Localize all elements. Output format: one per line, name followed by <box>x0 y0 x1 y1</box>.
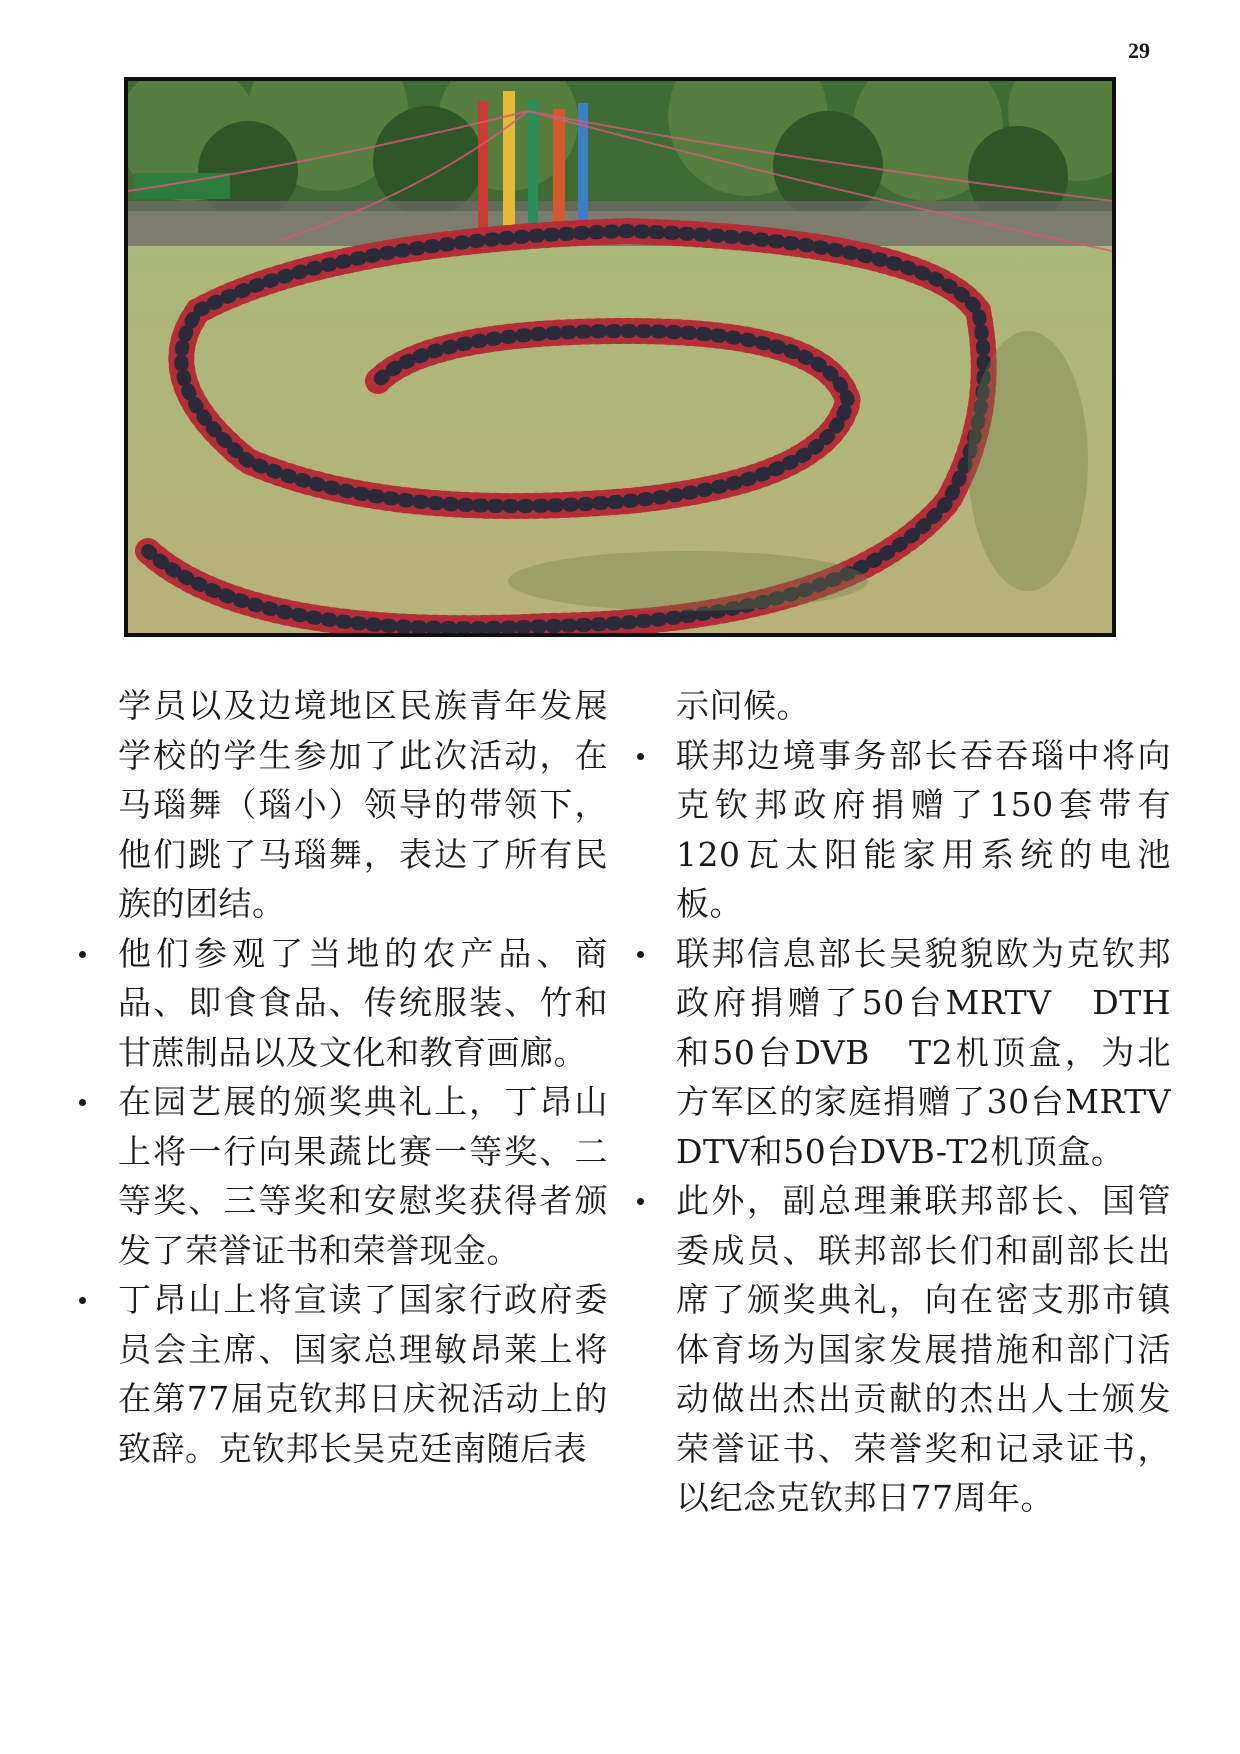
bullet-icon <box>79 951 86 958</box>
list-item <box>118 929 608 1078</box>
right-bullet-list <box>676 731 1205 1523</box>
bullet-icon <box>637 1198 644 1205</box>
list-item <box>118 1077 608 1275</box>
list-item <box>676 731 1171 929</box>
left-column <box>118 681 608 1473</box>
list-item-text: 联邦边境事务部长吞吞瑙中将向克钦邦政府捐赠了150套带有120瓦太阳能家用系统的电池板。 <box>676 735 1171 923</box>
list-item <box>118 1275 608 1473</box>
bullet-icon <box>79 1099 86 1106</box>
page-number: 29 <box>1128 38 1150 63</box>
bullet-icon <box>79 1297 86 1304</box>
list-item-text: 他们参观了当地的农产品、商品、即食食品、传统服装、竹和甘蔗制品以及文化和教育画廊。 <box>118 933 608 1072</box>
bullet-icon <box>637 753 644 760</box>
festival-dance-photo-icon <box>128 81 1112 633</box>
list-item-text: 此外，副总理兼联邦部长、国管委成员、联邦部长们和副部长出席了颁奖典礼，向在密支那市镇体育场为国家发展措施和部门活动做出杰出贡献的杰出人士颁发荣誉证书、荣誉奖和记录证书，以纪念克钦邦日77周年。 <box>676 1181 1171 1517</box>
left-continuation-paragraph: 学员以及边境地区民族青年发展学校的学生参加了此次活动，在马瑙舞（瑙小）领导的带领下，他们跳了马瑙舞，表达了所有民族的团结。 <box>118 686 608 923</box>
list-item-text: 在园艺展的颁奖典礼上，丁昂山上将一行向果蔬比赛一等奖、二等奖、三等奖和安慰奖获得者颁发了荣誉证书和荣誉现金。 <box>118 1082 608 1270</box>
list-item-text: 联邦信息部长吴貌貌欧为克钦邦政府捐赠了50台MRTV DTH和50台DVB T2机顶盒，为北方军区的家庭捐赠了30台MRTV DTV和50台DVB-T2机顶盒。 <box>676 933 1205 1171</box>
right-column <box>676 681 1205 1523</box>
festival-dance-photo <box>124 77 1116 637</box>
list-item-text: 丁昂山上将宣读了国家行政府委员会主席、国家总理敏昂莱上将在第77届克钦邦日庆祝活动上的致辞。克钦邦长吴克廷南随后表 <box>118 1280 608 1468</box>
right-continuation-paragraph: 示问候。 <box>676 686 810 725</box>
list-item <box>676 929 1205 1177</box>
left-bullet-list <box>118 929 608 1474</box>
list-item <box>676 1176 1171 1523</box>
bullet-icon <box>637 951 644 958</box>
